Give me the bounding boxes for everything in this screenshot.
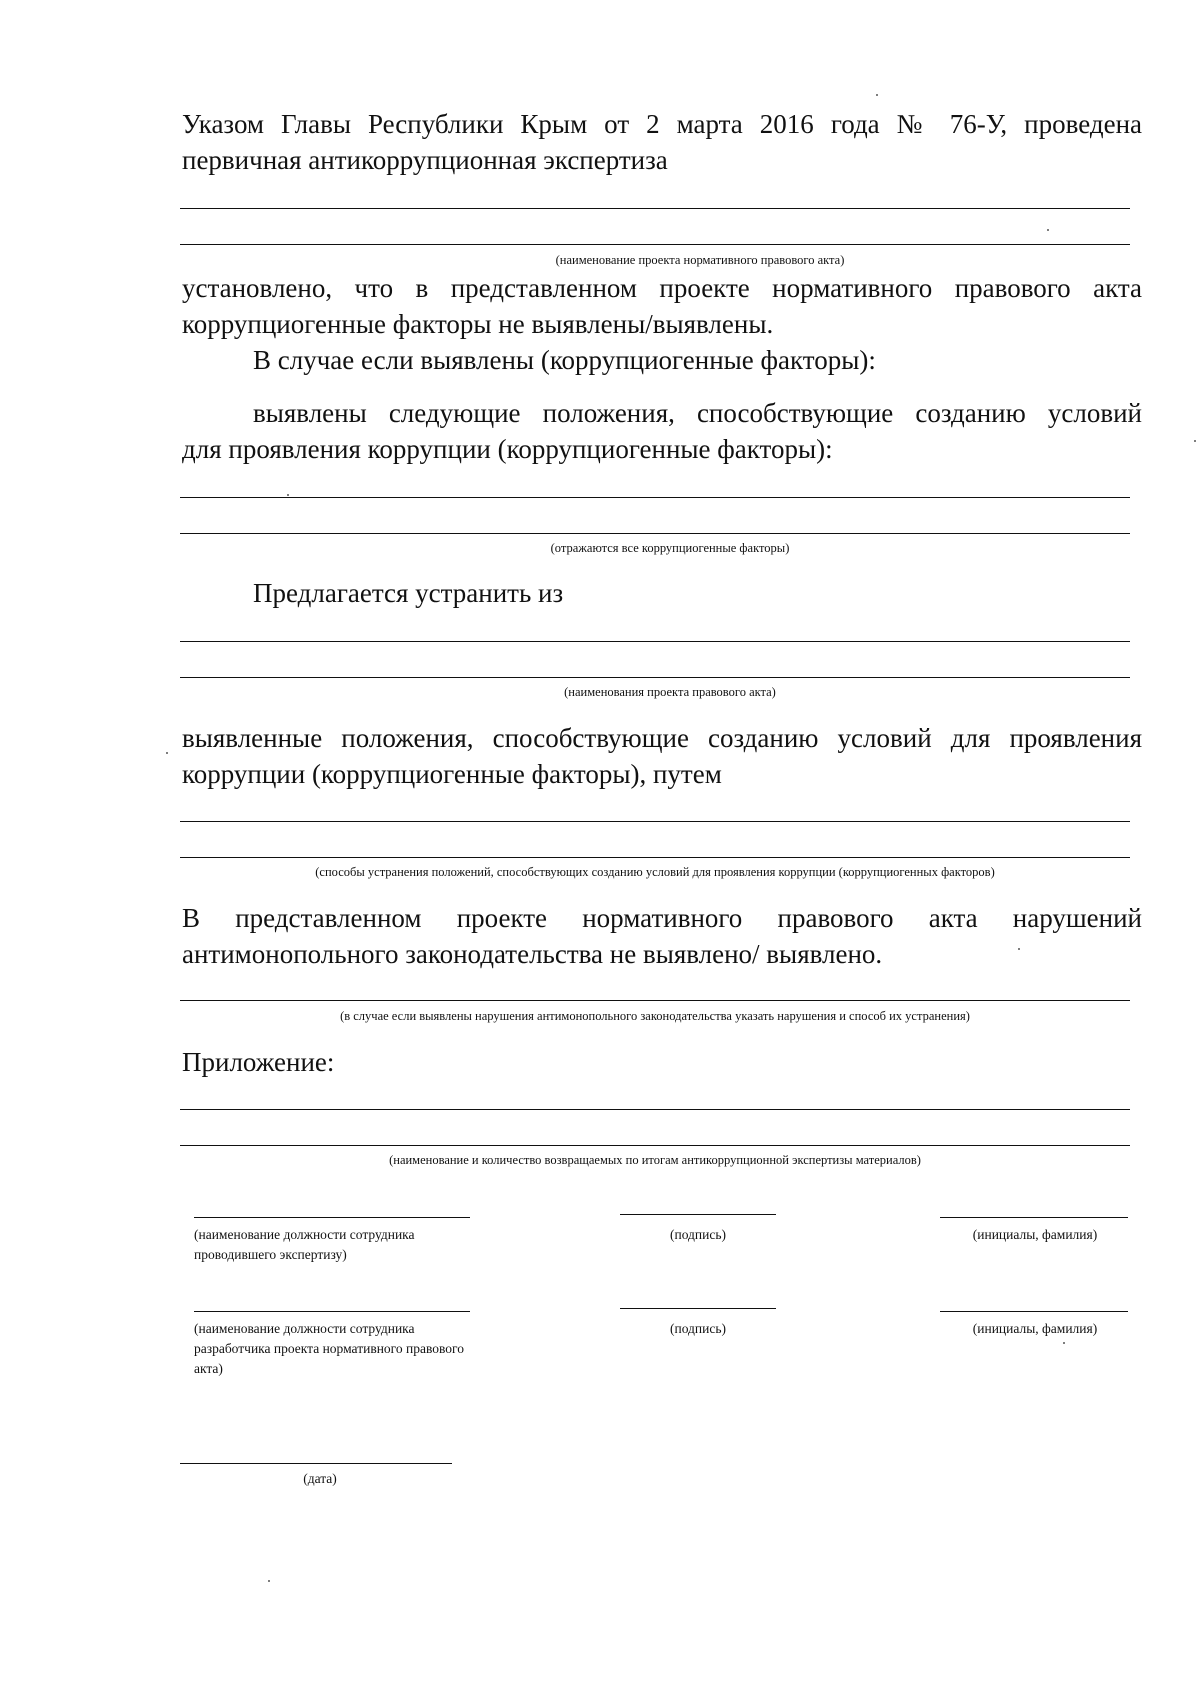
caption-signature: (подпись): [669, 1227, 727, 1242]
found-line-1: выявлены следующие положения, способствующие созданию условий: [253, 398, 1142, 428]
caption-act-name-short: (наименования проекта правового акта): [564, 685, 776, 699]
caption-expert-position: (наименование должности сотрудника проводившего экспертизу): [194, 1227, 415, 1262]
signature-line-position: [194, 1217, 470, 1218]
blank-line: [180, 857, 1130, 858]
signature-line-date: [180, 1463, 452, 1464]
blank-line: [180, 677, 1130, 678]
findings-if-found: В случае если выявлены (коррупциогенные факторы):: [253, 345, 876, 375]
signature-line-sign: [620, 1214, 776, 1215]
attachment-label: Приложение:: [182, 1047, 335, 1077]
removal-line-2: коррупции (коррупциогенные факторы), путем: [182, 759, 722, 789]
blank-line: [180, 821, 1130, 822]
found-line-2: для проявления коррупции (коррупциогенные факторы):: [182, 434, 833, 464]
scan-speck: [1063, 1342, 1065, 1344]
blank-line: [180, 497, 1130, 498]
blank-line: [180, 1000, 1130, 1001]
intro-line-1: Указом Главы Республики Крым от 2 марта 2016 года № 76-У, проведена: [182, 109, 1142, 139]
findings-line-1: установлено, что в представленном проекте нормативного правового акта: [182, 273, 1142, 303]
signature-line-initials: [940, 1217, 1128, 1218]
scan-speck: [876, 94, 878, 96]
scan-speck: [1047, 229, 1049, 231]
caption-antimonopoly: (в случае если выявлены нарушения антимонопольного законодательства указать нарушения и способ их устранения): [340, 1009, 970, 1023]
blank-line: [180, 533, 1130, 534]
caption-initials: (инициалы, фамилия): [972, 1227, 1098, 1242]
scan-speck: [1194, 440, 1196, 442]
removal-line-1: выявленные положения, способствующие созданию условий для проявления: [182, 723, 1142, 753]
blank-line: [180, 641, 1130, 642]
caption-date: (дата): [303, 1471, 337, 1486]
scan-speck: [166, 752, 168, 754]
findings-line-2: коррупциогенные факторы не выявлены/выявлены.: [182, 309, 774, 339]
proposal-text: Предлагается устранить из: [253, 578, 564, 608]
intro-line-2: первичная антикоррупционная экспертиза: [182, 145, 668, 175]
caption-methods: (способы устранения положений, способствующих созданию условий для проявления коррупции (коррупциогенных факторов): [315, 865, 995, 879]
scan-speck: [287, 494, 289, 496]
caption-signature: (подпись): [669, 1321, 727, 1336]
blank-line: [180, 208, 1130, 209]
caption-attachment: (наименование и количество возвращаемых по итогам антикоррупционной экспертизы материалов): [389, 1153, 921, 1167]
caption-developer-position: (наименование должности сотрудника разработчика проекта нормативного правового акта): [194, 1321, 464, 1376]
caption-factors: (отражаются все коррупциогенные факторы): [550, 541, 790, 555]
antimonopoly-line-2: антимонопольного законодательства не выявлено/ выявлено.: [182, 939, 883, 969]
blank-line: [180, 1145, 1130, 1146]
caption-act-name: (наименование проекта нормативного правового акта): [555, 253, 845, 267]
signature-line-position: [194, 1311, 470, 1312]
scan-speck: [268, 1580, 270, 1582]
antimonopoly-line-1: В представленном проекте нормативного правового акта нарушений: [182, 903, 1142, 933]
blank-line: [180, 244, 1130, 245]
caption-initials: (инициалы, фамилия): [972, 1321, 1098, 1336]
blank-line: [180, 1109, 1130, 1110]
scan-speck: [1018, 948, 1020, 950]
signature-line-sign: [620, 1308, 776, 1309]
signature-line-initials: [940, 1311, 1128, 1312]
